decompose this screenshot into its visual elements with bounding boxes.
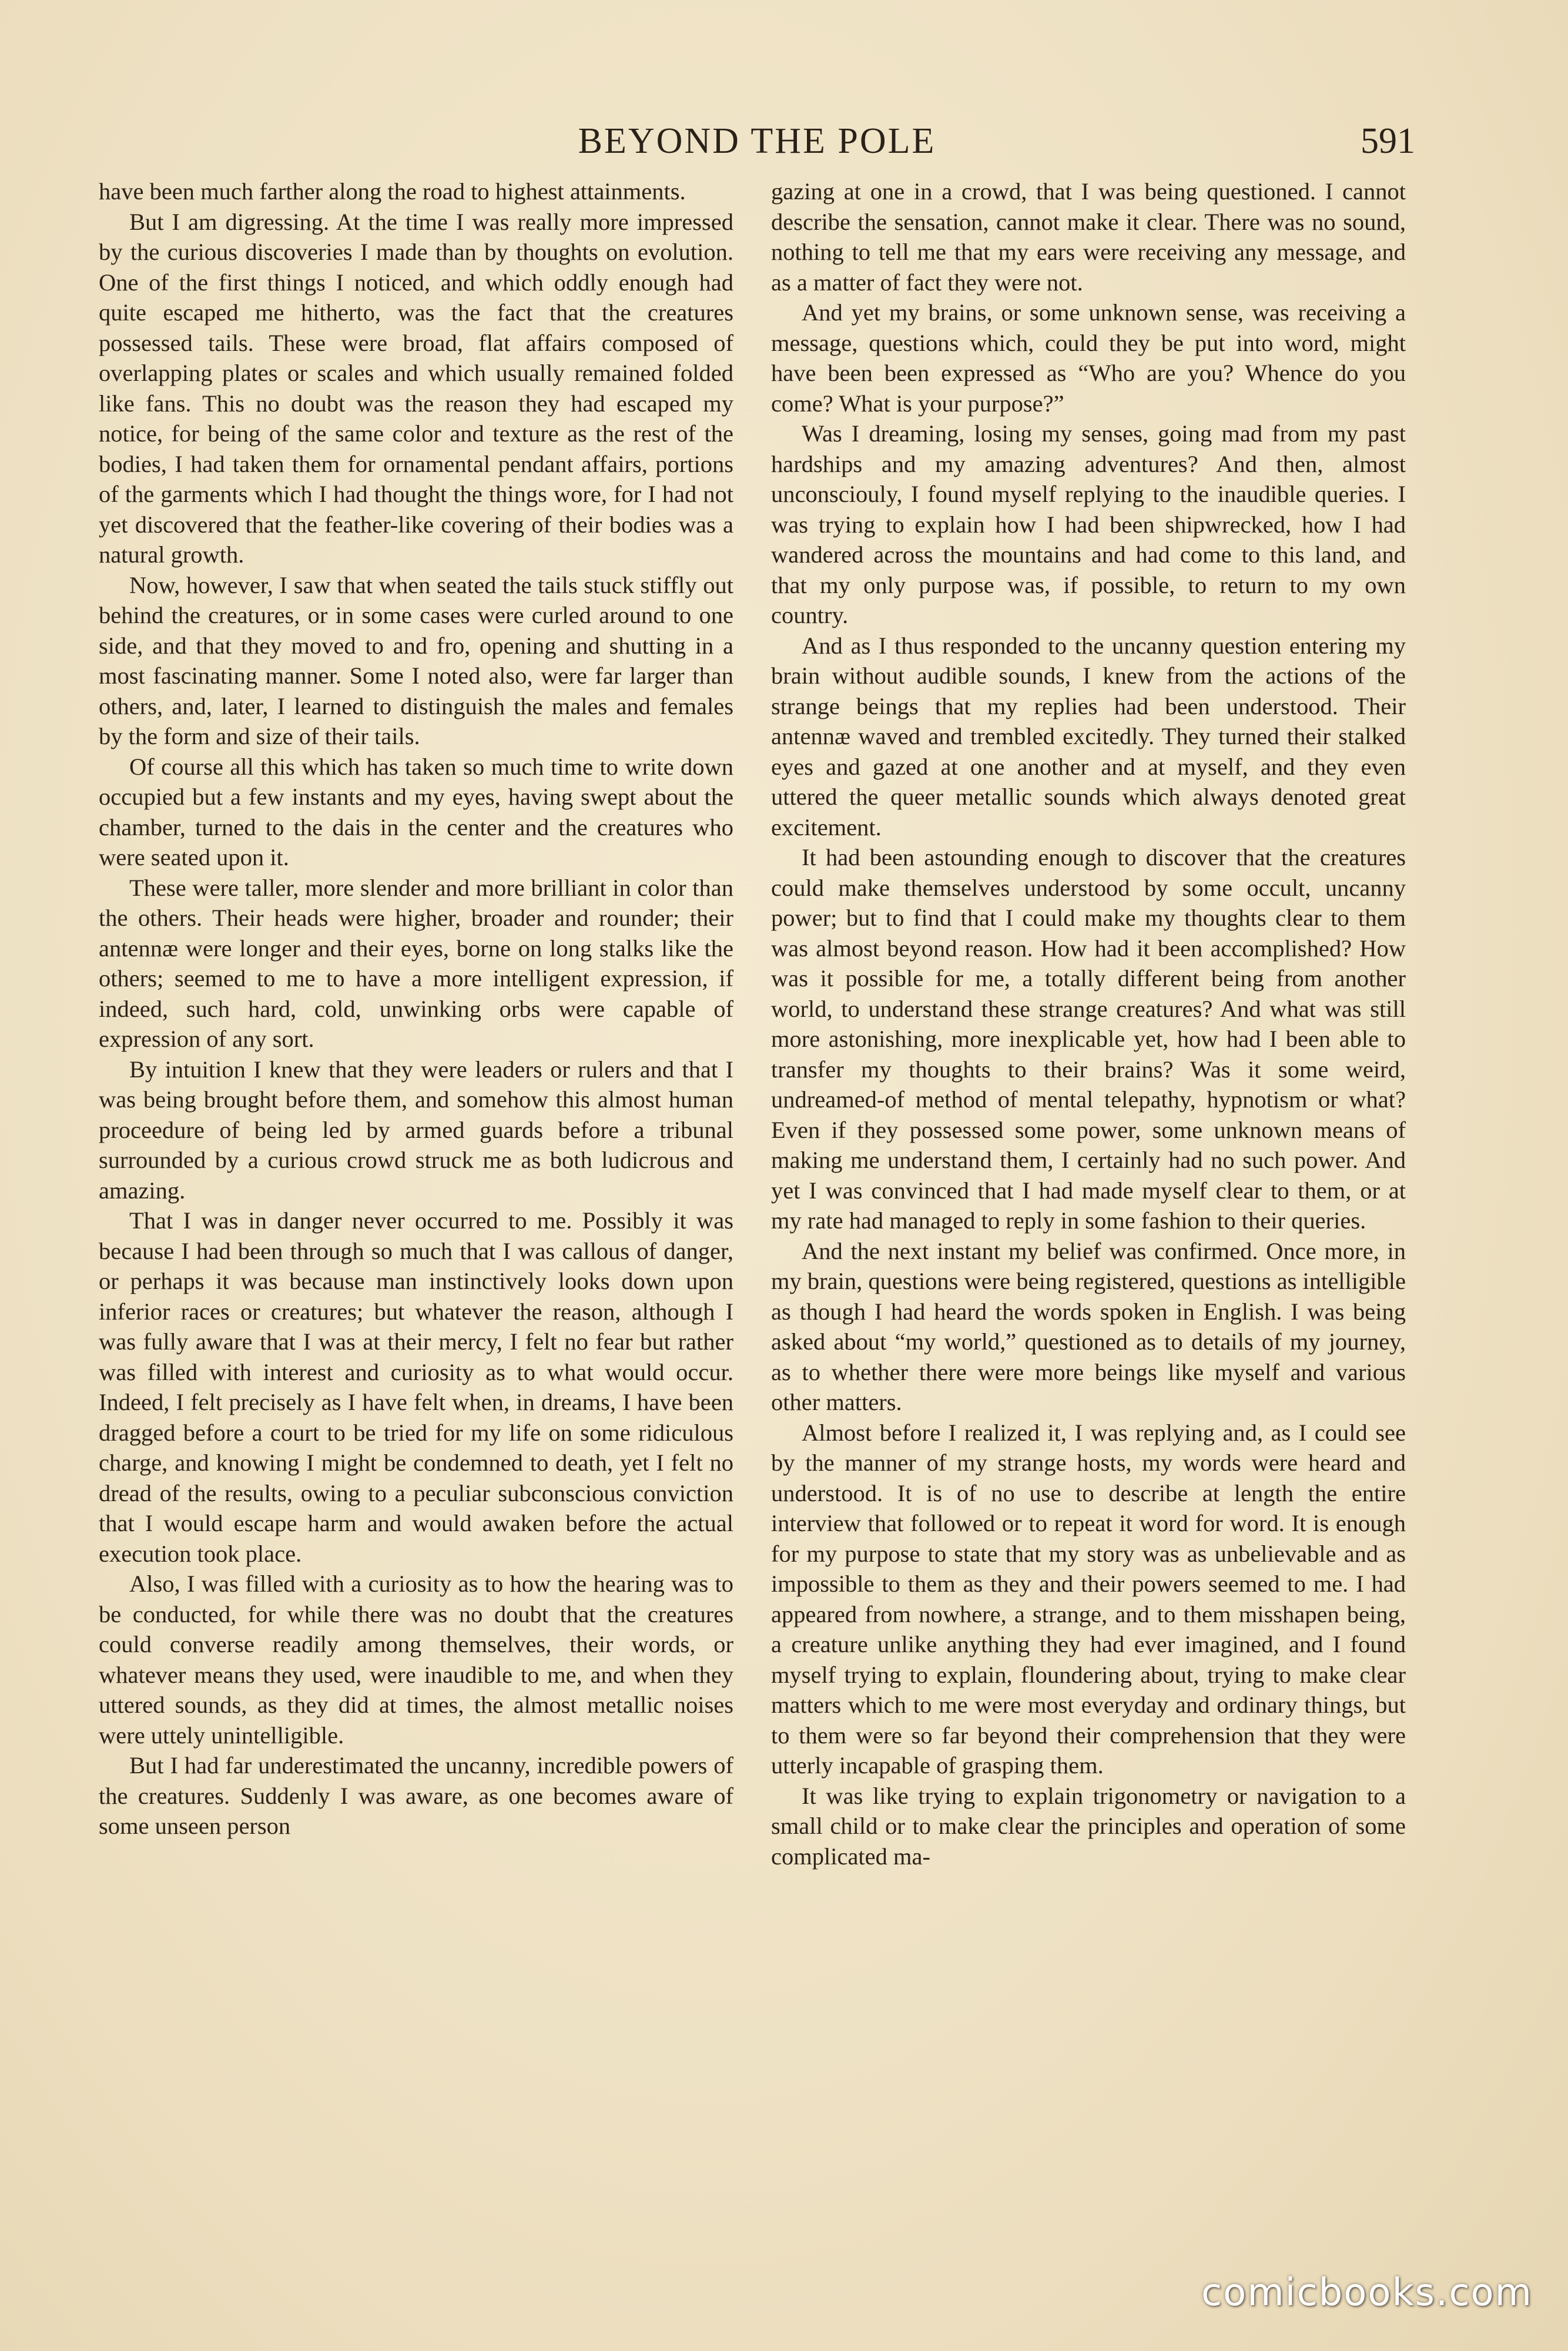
site-watermark: comicbooks.com: [1201, 2271, 1533, 2315]
paragraph: It was like trying to explain trigonometry or navigation to a small child or to make clear the principles and operation of some complicated ma-: [771, 1782, 1406, 1870]
paragraph: That I was in danger never occurred to me. Possibly it was because I had been through so much that I was callous of danger, or perhaps it was because man instinctively looks down upon inferior races or creatures; but whatever the reason, although I was fully aware that I was at their mercy, I felt no fear but rather was filled with interest and curiosity as to what would occur. Indeed, I felt precisely as I have felt when, in dreams, I have been dragged before a court to be tried for my life on some ridiculous charge, and knowing I might be condemned to death, yet I felt no dread of the results, owing to a peculiar subconscious conviction that I would escape harm and would awaken before the actual execution took place.: [99, 1207, 733, 1567]
paragraph: Almost before I realized it, I was replying and, as I could see by the manner of my strange hosts, my words were heard and understood. It is of no use to describe at length the entire interview that followed or to repeat it word for word. It is enough for my purpose to state that my story was as unbelievable and as impossible to them as they and their powers seemed to me. I had appeared from nowhere, a strange, and to them misshapen being, a creature unlike anything they had ever imagined, and I found myself trying to explain, floundering about, trying to make clear matters which to me were most everyday and ordinary things, but to them were so far beyond their comprehension that they were utterly incapable of grasping them.: [771, 1419, 1406, 1779]
paragraph: gazing at one in a crowd, that I was being questioned. I cannot describe the sensation, cannot make it clear. There was no sound, nothing to tell me that my ears were receiving any message, and as a matter of fact they were not.: [771, 178, 1406, 296]
running-title: BEYOND THE POLE: [578, 121, 936, 161]
paragraph: Was I dreaming, losing my senses, going mad from my past hardships and my amazing adventures? And then, almost unconsciouly, I found myself replying to the inaudible queries. I was trying to explain how I had been shipwrecked, how I had wandered across the mountains and had come to this land, and that my only purpose was, if possible, to return to my own country.: [771, 420, 1406, 628]
right-column: [771, 176, 1406, 2269]
paragraph: And as I thus responded to the uncanny question entering my brain without audible sounds, I knew from the actions of the strange beings that my replies had been understood. Their antennæ waved and trembled excitedly. They turned their stalked eyes and gazed at one another and at myself, and they even uttered the queer metallic sounds which always denoted great excitement.: [771, 632, 1406, 840]
paragraph: These were taller, more slender and more brilliant in color than the others. Their heads were higher, broader and rounder; their antennæ were longer and their eyes, borne on long stalks like the others; seemed to me to have a more intelligent expression, if indeed, such hard, cold, unwinking orbs were capable of expression of any sort.: [99, 874, 733, 1052]
paragraph: have been much farther along the road to highest attainments.: [99, 178, 686, 205]
page-header: [99, 120, 1415, 173]
paragraph: Also, I was filled with a curiosity as to how the hearing was to be conducted, for while there was no doubt that the creatures could converse readily among themselves, their words, or whatever means they used, were inaudible to me, and when they uttered sounds, as they did at times, the almost metallic noises were uttely unintelligible.: [99, 1570, 733, 1749]
paragraph: Of course all this which has taken so much time to write down occupied but a few instants and my eyes, having swept about the chamber, turned to the dais in the center and the creatures who were seated upon it.: [99, 753, 733, 870]
paragraph: But I am digressing. At the time I was really more impressed by the curious discoveries I made than by thoughts on evolution. One of the first things I noticed, and which oddly enough had quite escaped me hitherto, was the fact that the creatures possessed tails. These were broad, flat affairs composed of overlapping plates or scales and which usually remained folded like fans. This no doubt was the reason they had escaped my notice, for being of the same color and texture as the rest of the bodies, I had taken them for ornamental pendant affairs, portions of the garments which I had thought the things wore, for I had not yet discovered that the feather-like covering of their bodies was a natural growth.: [99, 208, 733, 568]
left-column: [99, 176, 733, 2269]
paragraph: And yet my brains, or some unknown sense, was receiving a message, questions which, could they be put into word, might have been been expressed as “Who are you? Whence do you come? What is your purpose?”: [771, 299, 1406, 417]
paragraph: By intuition I knew that they were leaders or rulers and that I was being brought before them, and somehow this almost human proceedure of being led by armed guards before a tribunal surrounded by a curious crowd struck me as both ludicrous and amazing.: [99, 1056, 733, 1204]
paragraph: And the next instant my belief was confirmed. Once more, in my brain, questions were being registered, questions as intelligible as though I had heard the words spoken in English. I was being asked about “my world,” questioned as to details of my journey, as to whether there were more beings like myself and various other matters.: [771, 1237, 1406, 1415]
paragraph: Now, however, I saw that when seated the tails stuck stiffly out behind the creatures, or in some cases were curled around to one side, and that they moved to and fro, opening and shutting in a most fascinating manner. Some I noted also, were far larger than others, and, later, I learned to distinguish the males and females by the form and size of their tails.: [99, 571, 733, 749]
paragraph: But I had far underestimated the uncanny, incredible powers of the creatures. Suddenly I was aware, as one becomes aware of some unseen person: [99, 1752, 733, 1839]
page-number: 591: [1361, 121, 1415, 161]
paragraph: It had been astounding enough to discover that the creatures could make themselves understood by some occult, uncanny power; but to find that I could make my thoughts clear to them was almost beyond reason. How had it been accomplished? How was it possible for me, a totally different being from another world, to understand these strange creatures? And what was still more astonishing, more inexplicable yet, how had I been able to transfer my thoughts to their brains? Was it some weird, undreamed-of method of mental telepathy, hypnotism or what? Even if they possessed some power, some unknown means of making me understand them, I certainly had no such power. And yet I was convinced that I had made myself clear to them, or at my rate had managed to reply in some fashion to their queries.: [771, 844, 1406, 1234]
